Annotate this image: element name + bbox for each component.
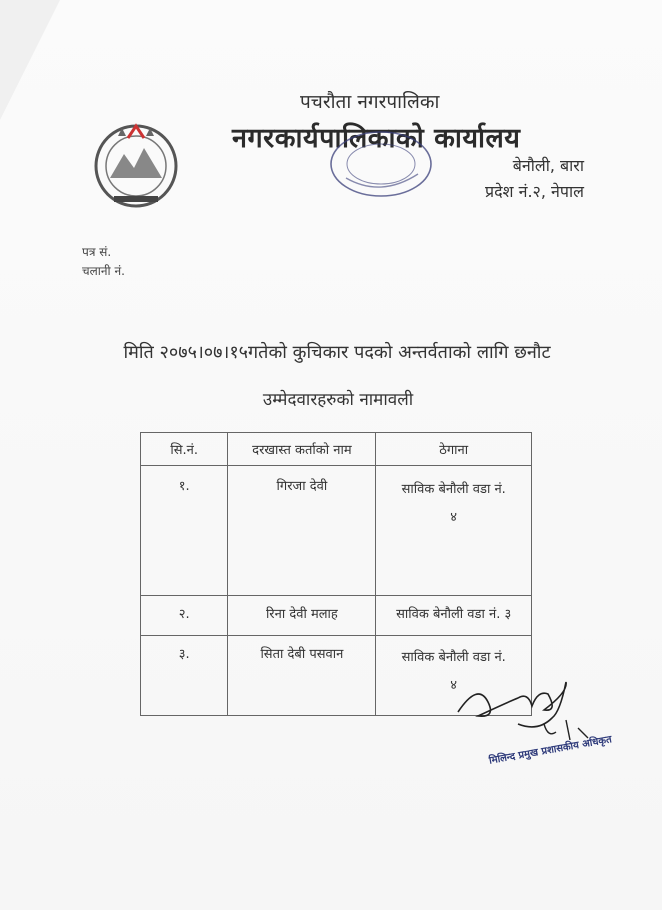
address-cell bbox=[376, 466, 532, 596]
address-city: बेनौली, बारा bbox=[512, 156, 584, 175]
signature-icon bbox=[448, 672, 608, 782]
address-ward: ४ bbox=[450, 678, 458, 693]
header-applicant-name: दरखास्त कर्ताको नाम bbox=[228, 433, 376, 466]
office-seal-icon bbox=[326, 128, 436, 200]
office-name: नगरकार्यपालिकाको कार्यालय bbox=[232, 123, 521, 154]
table-row bbox=[141, 466, 532, 596]
municipality-name: पचरौता नगरपालिका bbox=[300, 91, 440, 113]
name-cell: रिना देवी मलाह bbox=[228, 596, 376, 636]
address-cell: साविक बेनौली वडा नं. ३ bbox=[376, 596, 532, 636]
address-text: साविक बेनौली वडा नं. bbox=[401, 482, 506, 497]
header-address: ठेगाना bbox=[376, 433, 532, 466]
notice-title: मिति २०७५।०७।१५गतेको कुचिकार पदको अन्तर्वताको लागि छनौट bbox=[123, 342, 551, 363]
serial-cell: १. bbox=[141, 466, 228, 596]
letter-number-label: पत्र सं. bbox=[82, 245, 112, 259]
address-text: साविक बेनौली वडा नं. bbox=[401, 650, 506, 665]
address-ward: ४ bbox=[450, 510, 458, 525]
candidate-list-title: उम्मेदवारहरुको नामावली bbox=[262, 390, 414, 410]
table-header-row bbox=[141, 433, 532, 466]
serial-cell: ३. bbox=[141, 636, 228, 716]
table-row bbox=[141, 596, 532, 636]
signatory-stamp: मिलिन्द प्रमुख प्रशासकीय अधिकृत bbox=[488, 734, 613, 767]
nepal-emblem-icon bbox=[88, 118, 184, 214]
dispatch-number-label: चलानी नं. bbox=[82, 264, 125, 278]
header-serial: सि.नं. bbox=[141, 433, 228, 466]
serial-cell: २. bbox=[141, 596, 228, 636]
page-fold-shadow bbox=[0, 0, 60, 120]
name-cell: गिरजा देवी bbox=[228, 466, 376, 596]
address-province: प्रदेश नं.२, नेपाल bbox=[485, 182, 584, 201]
name-cell: सिता देबी पसवान bbox=[228, 636, 376, 716]
